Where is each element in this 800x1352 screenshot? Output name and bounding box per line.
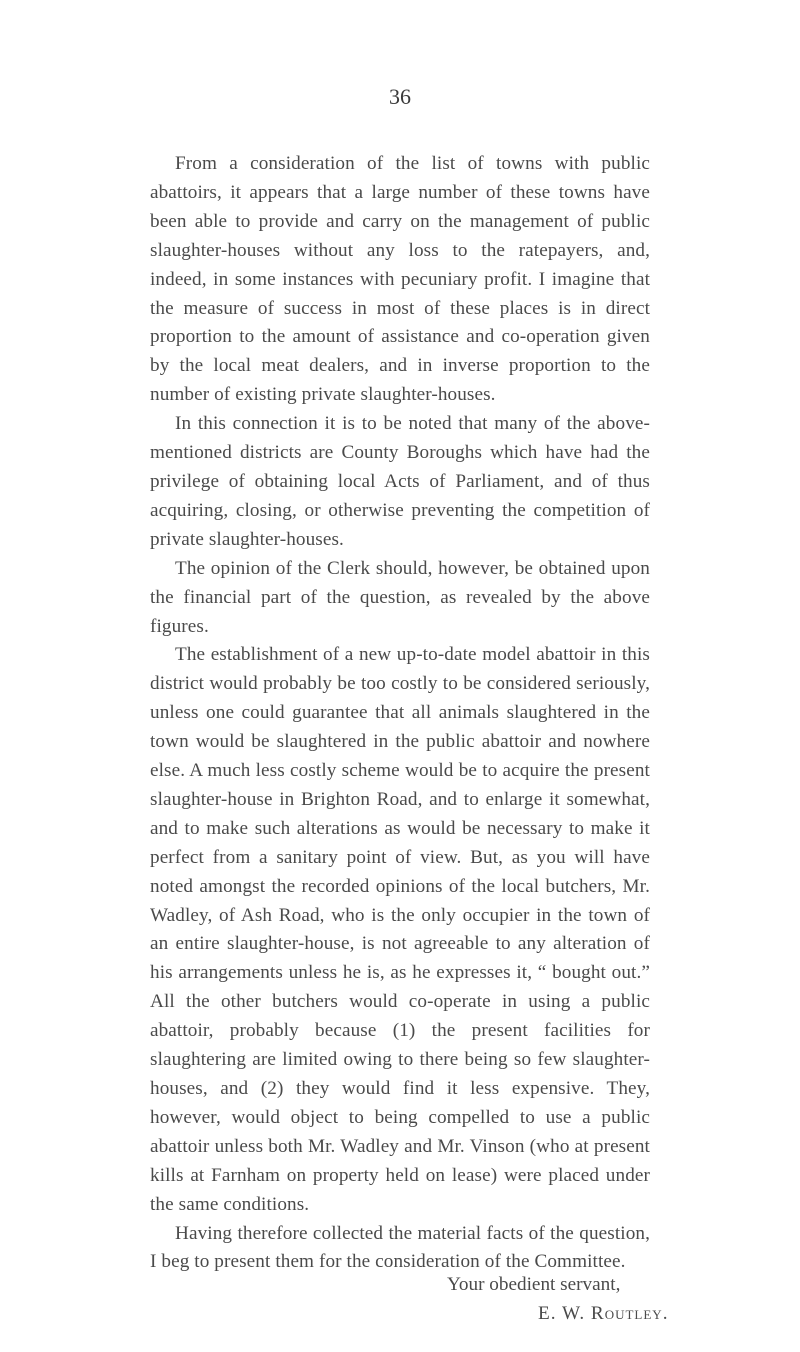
body-text — [150, 150, 650, 1277]
paragraph-model-abattoir: The establishment of a new up-to-date model abattoir in this district would probably be too costly to be considered seriously, unless one could guarantee that all animals slaughtered in the town would be slaughtered in the public abattoir and nowhere else. A much less costly scheme would be to acquire the present slaughter-house in Brighton Road, and to enlarge it somewhat, and to make such alterations as would be necessary to make it perfect from a sanitary point of view. But, as you will have noted amongst the recorded opinions of the local butchers, Mr. Wadley, of Ash Road, who is the only occupier in the town of an entire slaughter-house, is not agreeable to any alteration of his arrangements unless he is, as he expresses it, “ bought out.” All the other butchers would co-operate in using a public abattoir, probably because (1) the present facilities for slaughtering are limited owing to there being so few slaughter-houses, and (2) they would find it less expensive. They, however, would object to being compelled to use a public abattoir unless both Mr. Wadley and Mr. Vinson (who at present kills at Farnham on property held on lease) were placed under the same conditions. — [150, 644, 650, 1215]
paragraph-conclusion: Having therefore collected the material facts of the question, I beg to present them for the consideration of the Committee. — [150, 1222, 650, 1273]
paragraph-county-boroughs: In this connection it is to be noted that many of the above-mentioned districts are County Boroughs which have had the privilege of obtaining local Acts of Parliament, and of thus acquiring, closing, or otherwise preventing the competition of private slaughter-houses. — [150, 413, 650, 550]
signature: E. W. Routley. — [538, 1302, 669, 1324]
closing-salutation: Your obedient servant, — [447, 1274, 621, 1295]
page-number: 36 — [389, 84, 411, 109]
paragraph-clerk-opinion: The opinion of the Clerk should, however, be obtained upon the financial part of the question, as revealed by the above figures. — [150, 557, 650, 637]
paragraph-abattoir-success: From a consideration of the list of towns with public abattoirs, it appears that a large number of these towns have been able to provide and carry on the management of public slaughter-houses without any loss to the ratepayers, and, indeed, in some instances with pecuniary profit. I imagine that the measure of success in most of these places is in direct proportion to the amount of assistance and co-operation given by the local meat dealers, and in inverse proportion to the number of existing private slaughter-houses. — [150, 153, 650, 406]
closing-block — [0, 1271, 800, 1329]
